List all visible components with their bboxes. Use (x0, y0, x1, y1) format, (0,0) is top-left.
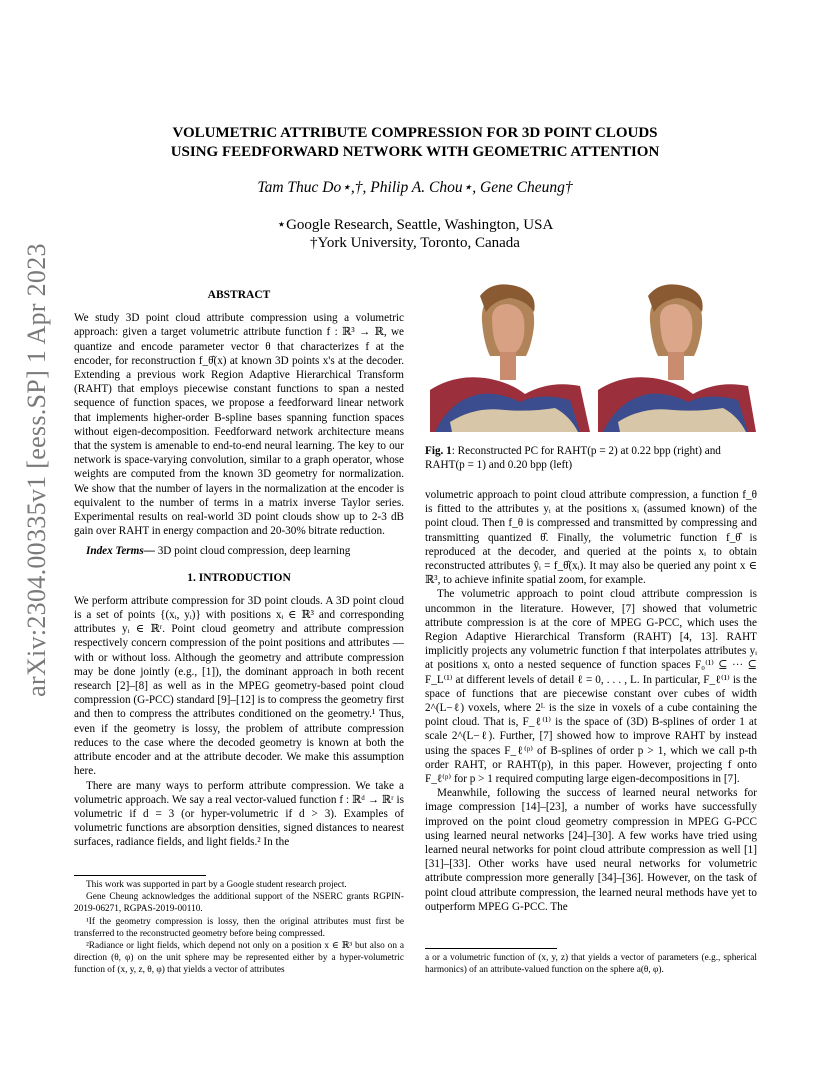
footnote-rule (74, 875, 206, 876)
paper-title (100, 124, 730, 162)
authors: Tam Thuc Do⋆,†, Philip A. Chou⋆, Gene Cheung† (257, 179, 573, 196)
right-paragraph-1: volumetric approach to point cloud attribute compression, a function f_θ is fitted to the attributes yᵢ at the positions xᵢ (assumed known) of the point cloud. Then f_θ is compressed and transmitted by compressing and transmitting quantized θ̂. Finally, the volumetric function f_θ̂ is reproduced at the decoder, and queried at the points xᵢ to obtain reconstructed attributes ŷᵢ = f_θ̂(xᵢ). It may also be queried any point x ∈ ℝ³, to achieve infinite spatial zoom, for example. (425, 489, 757, 587)
affiliations (100, 216, 730, 252)
figure-1-images (430, 282, 756, 432)
intro-paragraph-1: We perform attribute compression for 3D point clouds. A 3D point cloud is a set of points {(xᵢ, yᵢ)} with positions xᵢ ∈ ℝ³ and corresponding attributes yᵢ ∈ ℝʳ. Point cloud geometry and attribute compression respectively concern compression of the point positions and attributes — with or without loss. Although the geometry and attribute compression may be done jointly (e.g., [1]), the dominant approach in both recent research [2]–[8] as well as in the MPEG geometry-based point cloud compression (G-PCC) standard [9]–[12] is to compress the geometry first and then to compress the attributes conditioned on the geometry.¹ Thus, even if the geometry is lossy, the problem of attribute compression reduces to the case where the decoded geometry is known at both the attribute encoder and at the attribute decoder. We make this assumption here. (74, 594, 404, 778)
right-paragraph-3: Meanwhile, following the success of learned neural networks for image compression [14]–[23], a number of works have successfully improved on the point cloud geometry compression in MPEG G-PCC using learned neural networks [24]–[30]. A few works have tried using learned neural networks for point cloud attribute compression as well [1][31]–[33]. Other works have used neural networks for volumetric attribute compression more generally [34]–[36]. However, on the task of point cloud attribute compression, the learned neural methods have yet to outperform MPEG G-PCC. The (425, 787, 757, 913)
figure-caption-text: : Reconstructed PC for RAHT(p = 2) at 0.22 bpp (right) and RAHT(p = 1) and 0.20 bpp (left) (425, 445, 721, 472)
figure-1-caption (425, 444, 757, 472)
footnote-support-1: This work was supported in part by a Google student research project. (86, 880, 347, 890)
footnote-right-text: a or a volumetric function of (x, y, z) that yields a vector of parameters (e.g., spherical harmonics) of an attribute-valued function on the sphere a(θ, φ). (425, 953, 757, 976)
render-right (598, 284, 756, 432)
index-terms-label: Index Terms— (86, 545, 155, 558)
arxiv-stamp: arXiv:2304.00335v1 [eess.SP] 1 Apr 2023 (22, 243, 51, 697)
title-line-1: VOLUMETRIC ATTRIBUTE COMPRESSION FOR 3D POINT CLOUDS (172, 125, 658, 141)
render-left (430, 284, 590, 432)
intro-paragraph-2: There are many ways to perform attribute compression. We take a volumetric approach. We say a real vector-valued function f : ℝᵈ → ℝʳ is volumetric if d = 3 (or hyper-volumetric if d > 3). Examples of volumetric functions are absorption densities, signed distances to nearest surfaces, radiance fields, and light fields.² In the (74, 779, 404, 849)
intro-heading: 1. INTRODUCTION (187, 571, 291, 584)
right-column (425, 488, 757, 914)
index-terms-text: 3D point cloud compression, deep learning (154, 545, 351, 558)
left-column (74, 288, 404, 850)
footnotes-left (74, 875, 404, 977)
footnote-1: ¹If the geometry compression is lossy, then the original attributes must first be transferred to the reconstructed geometry before being compressed. (74, 916, 404, 939)
footnote-rule-right (425, 948, 557, 949)
affiliation-york: †York University, Toronto, Canada (310, 235, 520, 251)
footnote-2: ²Radiance or light fields, which depend not only on a position x ∈ ℝ³ but also on a direction (θ, φ) on the unit sphere may be represented either by a hyper-volumetric function of (x, y, z, θ, φ) that yields a vector of attributes (74, 941, 404, 976)
right-paragraph-2: The volumetric approach to point cloud attribute compression is uncommon in the literature. However, [7] showed that volumetric attribute compression is at the core of MPEG G-PCC, which uses the Region Adaptive Hierarchical Transform (RAHT) [4, 13]. RAHT implicitly projects any volumetric function f that interpolates attributes yᵢ at positions xᵢ onto a nested sequence of function spaces F₀⁽¹⁾ ⊆ ··· ⊆ F_L⁽¹⁾ at different levels of detail ℓ = 0, . . . , L. In particular, F_ℓ⁽¹⁾ is the space of functions that are piecewise constant over cubes of width 2^(L−ℓ) voxels, where 2ᴸ is the size in voxels of a cube containing the point cloud. That is, F_ℓ⁽¹⁾ is the space of (3D) B-splines of order 1 at scale 2^(L−ℓ). Further, [7] showed how to improve RAHT by instead using the spaces F_ℓ⁽ᵖ⁾ of B-splines of order p > 1, which we call p-th order RAHT, or RAHT(p), in this paper. However, projecting f onto F_ℓ⁽ᵖ⁾ for p > 1 required computing large eigen-decompositions in [7]. (425, 588, 757, 786)
point-cloud-renders (430, 282, 756, 432)
footnote-right (425, 948, 757, 976)
affiliation-google: ⋆Google Research, Seattle, Washington, USA (276, 217, 554, 233)
title-line-2: USING FEEDFORWARD NETWORK WITH GEOMETRIC ATTENTION (170, 144, 660, 160)
abstract-heading: ABSTRACT (207, 289, 271, 301)
footnote-support-2: Gene Cheung acknowledges the additional support of the NSERC grants RGPIN-2019-06271, RGPAS-2019-00110. (74, 892, 404, 915)
abstract-text: We study 3D point cloud attribute compression using a volumetric approach: given a target volumetric attribute function f : ℝ³ → ℝ, we quantize and encode parameter vector θ that characterizes f at the encoder, for reconstruction f_θ̂(x) at known 3D points x's at the decoder. Extending a previous work Region Adaptive Hierarchical Transform (RAHT) that employs piecewise constant functions to span a nested sequence of function spaces, we propose a feedforward linear network that implements higher-order B-spline bases spanning function spaces without eigen-decomposition. Feedforward network architecture means that the system is amenable to end-to-end neural learning. The key to our network is space-varying convolution, similar to a graph operator, whose weights are computed from the known 3D geometry for normalization. We show that the number of layers in the normalization at the encoder is equivalent to the number of terms in a matrix inverse Taylor series. Experimental results on real-world 3D point clouds show up to 2-3 dB gain over RAHT in energy compaction and 20-30% bitrate reduction. (74, 312, 404, 538)
figure-caption-label: Fig. 1 (425, 445, 452, 457)
index-terms (74, 544, 404, 558)
